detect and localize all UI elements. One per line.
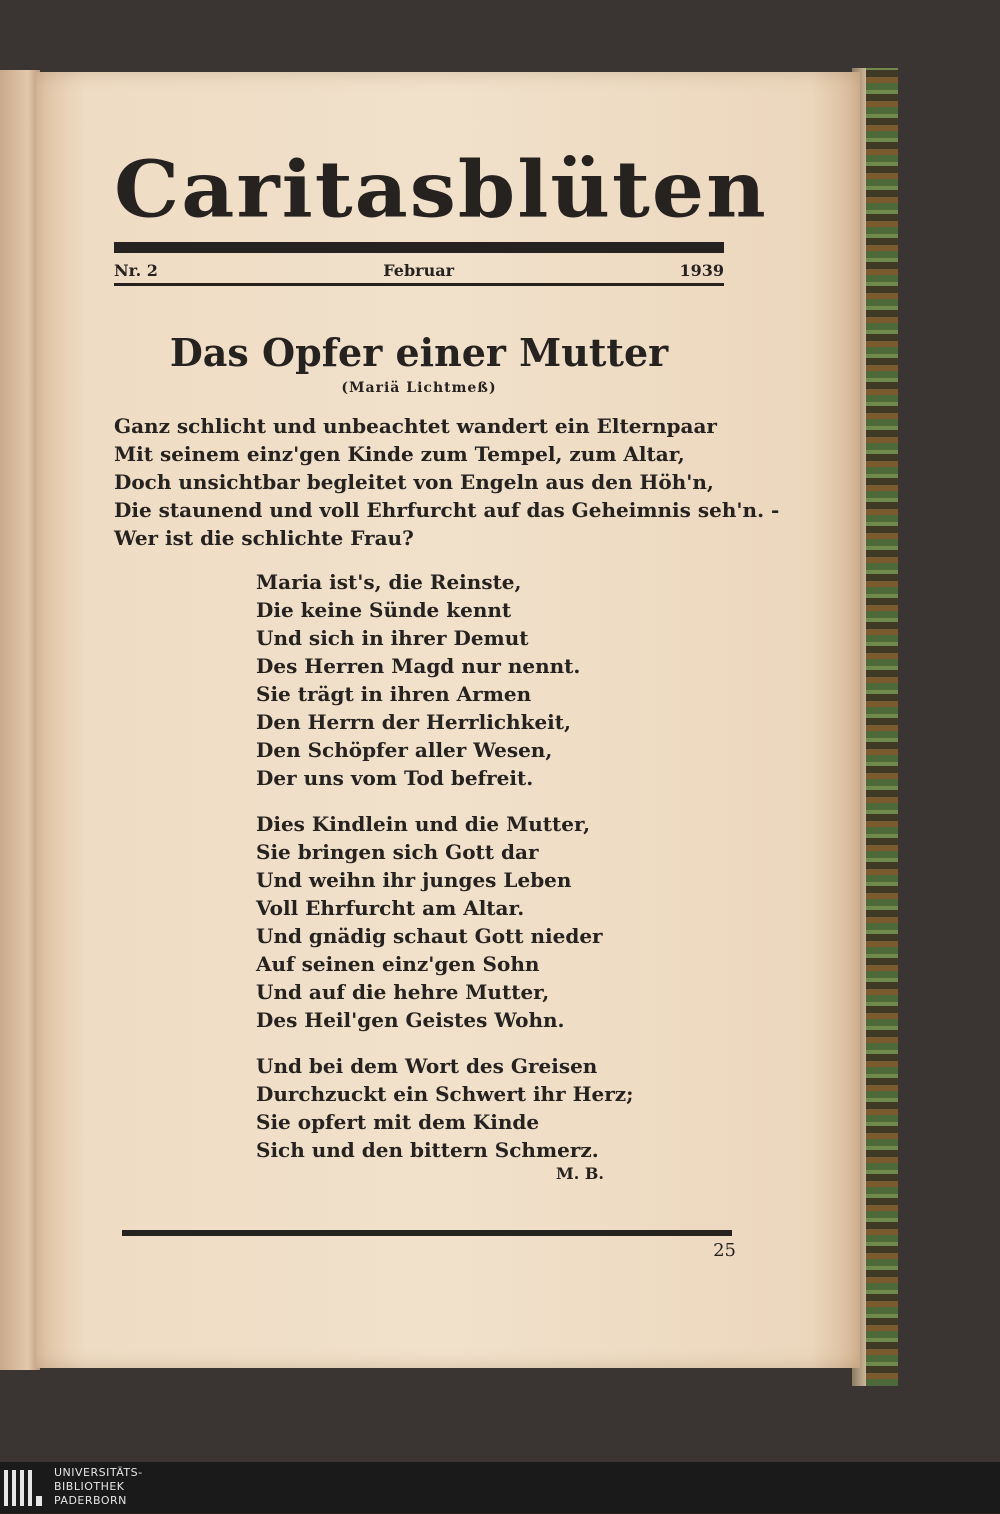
poem-line: Wer ist die schlichte Frau? bbox=[114, 526, 414, 550]
poem-line: Mit seinem einz'gen Kinde zum Tempel, zum Altar, bbox=[114, 442, 685, 466]
poem-line: Und bei dem Wort des Greisen bbox=[256, 1054, 598, 1078]
poem-intro bbox=[114, 412, 780, 552]
poem-line: Maria ist's, die Reinste, bbox=[256, 570, 522, 594]
poem-line: Des Heil'gen Geistes Wohn. bbox=[256, 1008, 565, 1032]
poem-line: Und auf die hehre Mutter, bbox=[256, 980, 550, 1004]
poem-line: Auf seinen einz'gen Sohn bbox=[256, 952, 540, 976]
poem-line: Der uns vom Tod befreit. bbox=[256, 766, 534, 790]
page-number: 25 bbox=[713, 1240, 736, 1261]
poem-subtitle: (Mariä Lichtmeß) bbox=[341, 380, 497, 396]
poem-line: Des Herren Magd nur nennt. bbox=[256, 654, 581, 678]
journal-page bbox=[36, 72, 860, 1368]
issue-number: Nr. 2 bbox=[114, 260, 158, 280]
stanza-2 bbox=[256, 810, 676, 1034]
poem-line: Die staunend und voll Ehrfurcht auf das Geheimnis seh'n. - bbox=[114, 498, 780, 522]
poem-line: Sie opfert mit dem Kinde bbox=[256, 1110, 540, 1134]
issue-line bbox=[114, 257, 724, 283]
stanza-1 bbox=[256, 568, 676, 792]
poem-title: Das Opfer einer Mutter bbox=[169, 330, 669, 375]
poem-line: Den Herrn der Herrlichkeit, bbox=[256, 710, 571, 734]
issue-month: Februar bbox=[383, 260, 455, 280]
poem-line: Sich und den bittern Schmerz. bbox=[256, 1138, 599, 1162]
poem-line: Dies Kindlein und die Mutter, bbox=[256, 812, 591, 836]
poem-line: Die keine Sünde kennt bbox=[256, 598, 512, 622]
masthead-title: Caritasblüten bbox=[114, 144, 768, 236]
library-name-line: BIBLIOTHEK bbox=[54, 1480, 125, 1493]
footer-rule bbox=[122, 1230, 732, 1236]
issue-rule bbox=[114, 283, 724, 286]
poem-line: Und sich in ihrer Demut bbox=[256, 626, 529, 650]
library-logo-icon bbox=[0, 1466, 48, 1510]
poem-line: Sie bringen sich Gott dar bbox=[256, 840, 539, 864]
poem-line: Sie trägt in ihren Armen bbox=[256, 682, 532, 706]
library-name-line: UNIVERSITÄTS- bbox=[54, 1466, 143, 1479]
poem-line: Und weihn ihr junges Leben bbox=[256, 868, 572, 892]
poem-line: Durchzuckt ein Schwert ihr Herz; bbox=[256, 1082, 634, 1106]
stanza-3 bbox=[256, 1052, 676, 1164]
library-name-line: PADERBORN bbox=[54, 1494, 127, 1507]
poem-line: Voll Ehrfurcht am Altar. bbox=[256, 896, 525, 920]
poem-line: Den Schöpfer aller Wesen, bbox=[256, 738, 553, 762]
poem-line: Doch unsichtbar begleitet von Engeln aus den Höh'n, bbox=[114, 470, 714, 494]
facing-page-edge bbox=[0, 70, 40, 1370]
poem-line: Und gnädig schaut Gott nieder bbox=[256, 924, 603, 948]
library-name bbox=[54, 1466, 254, 1508]
poem-signature: M. B. bbox=[556, 1164, 604, 1183]
masthead-rule bbox=[114, 242, 724, 253]
issue-year: 1939 bbox=[679, 260, 724, 280]
poem-line: Ganz schlicht und unbeachtet wandert ein Elternpaar bbox=[114, 414, 717, 438]
